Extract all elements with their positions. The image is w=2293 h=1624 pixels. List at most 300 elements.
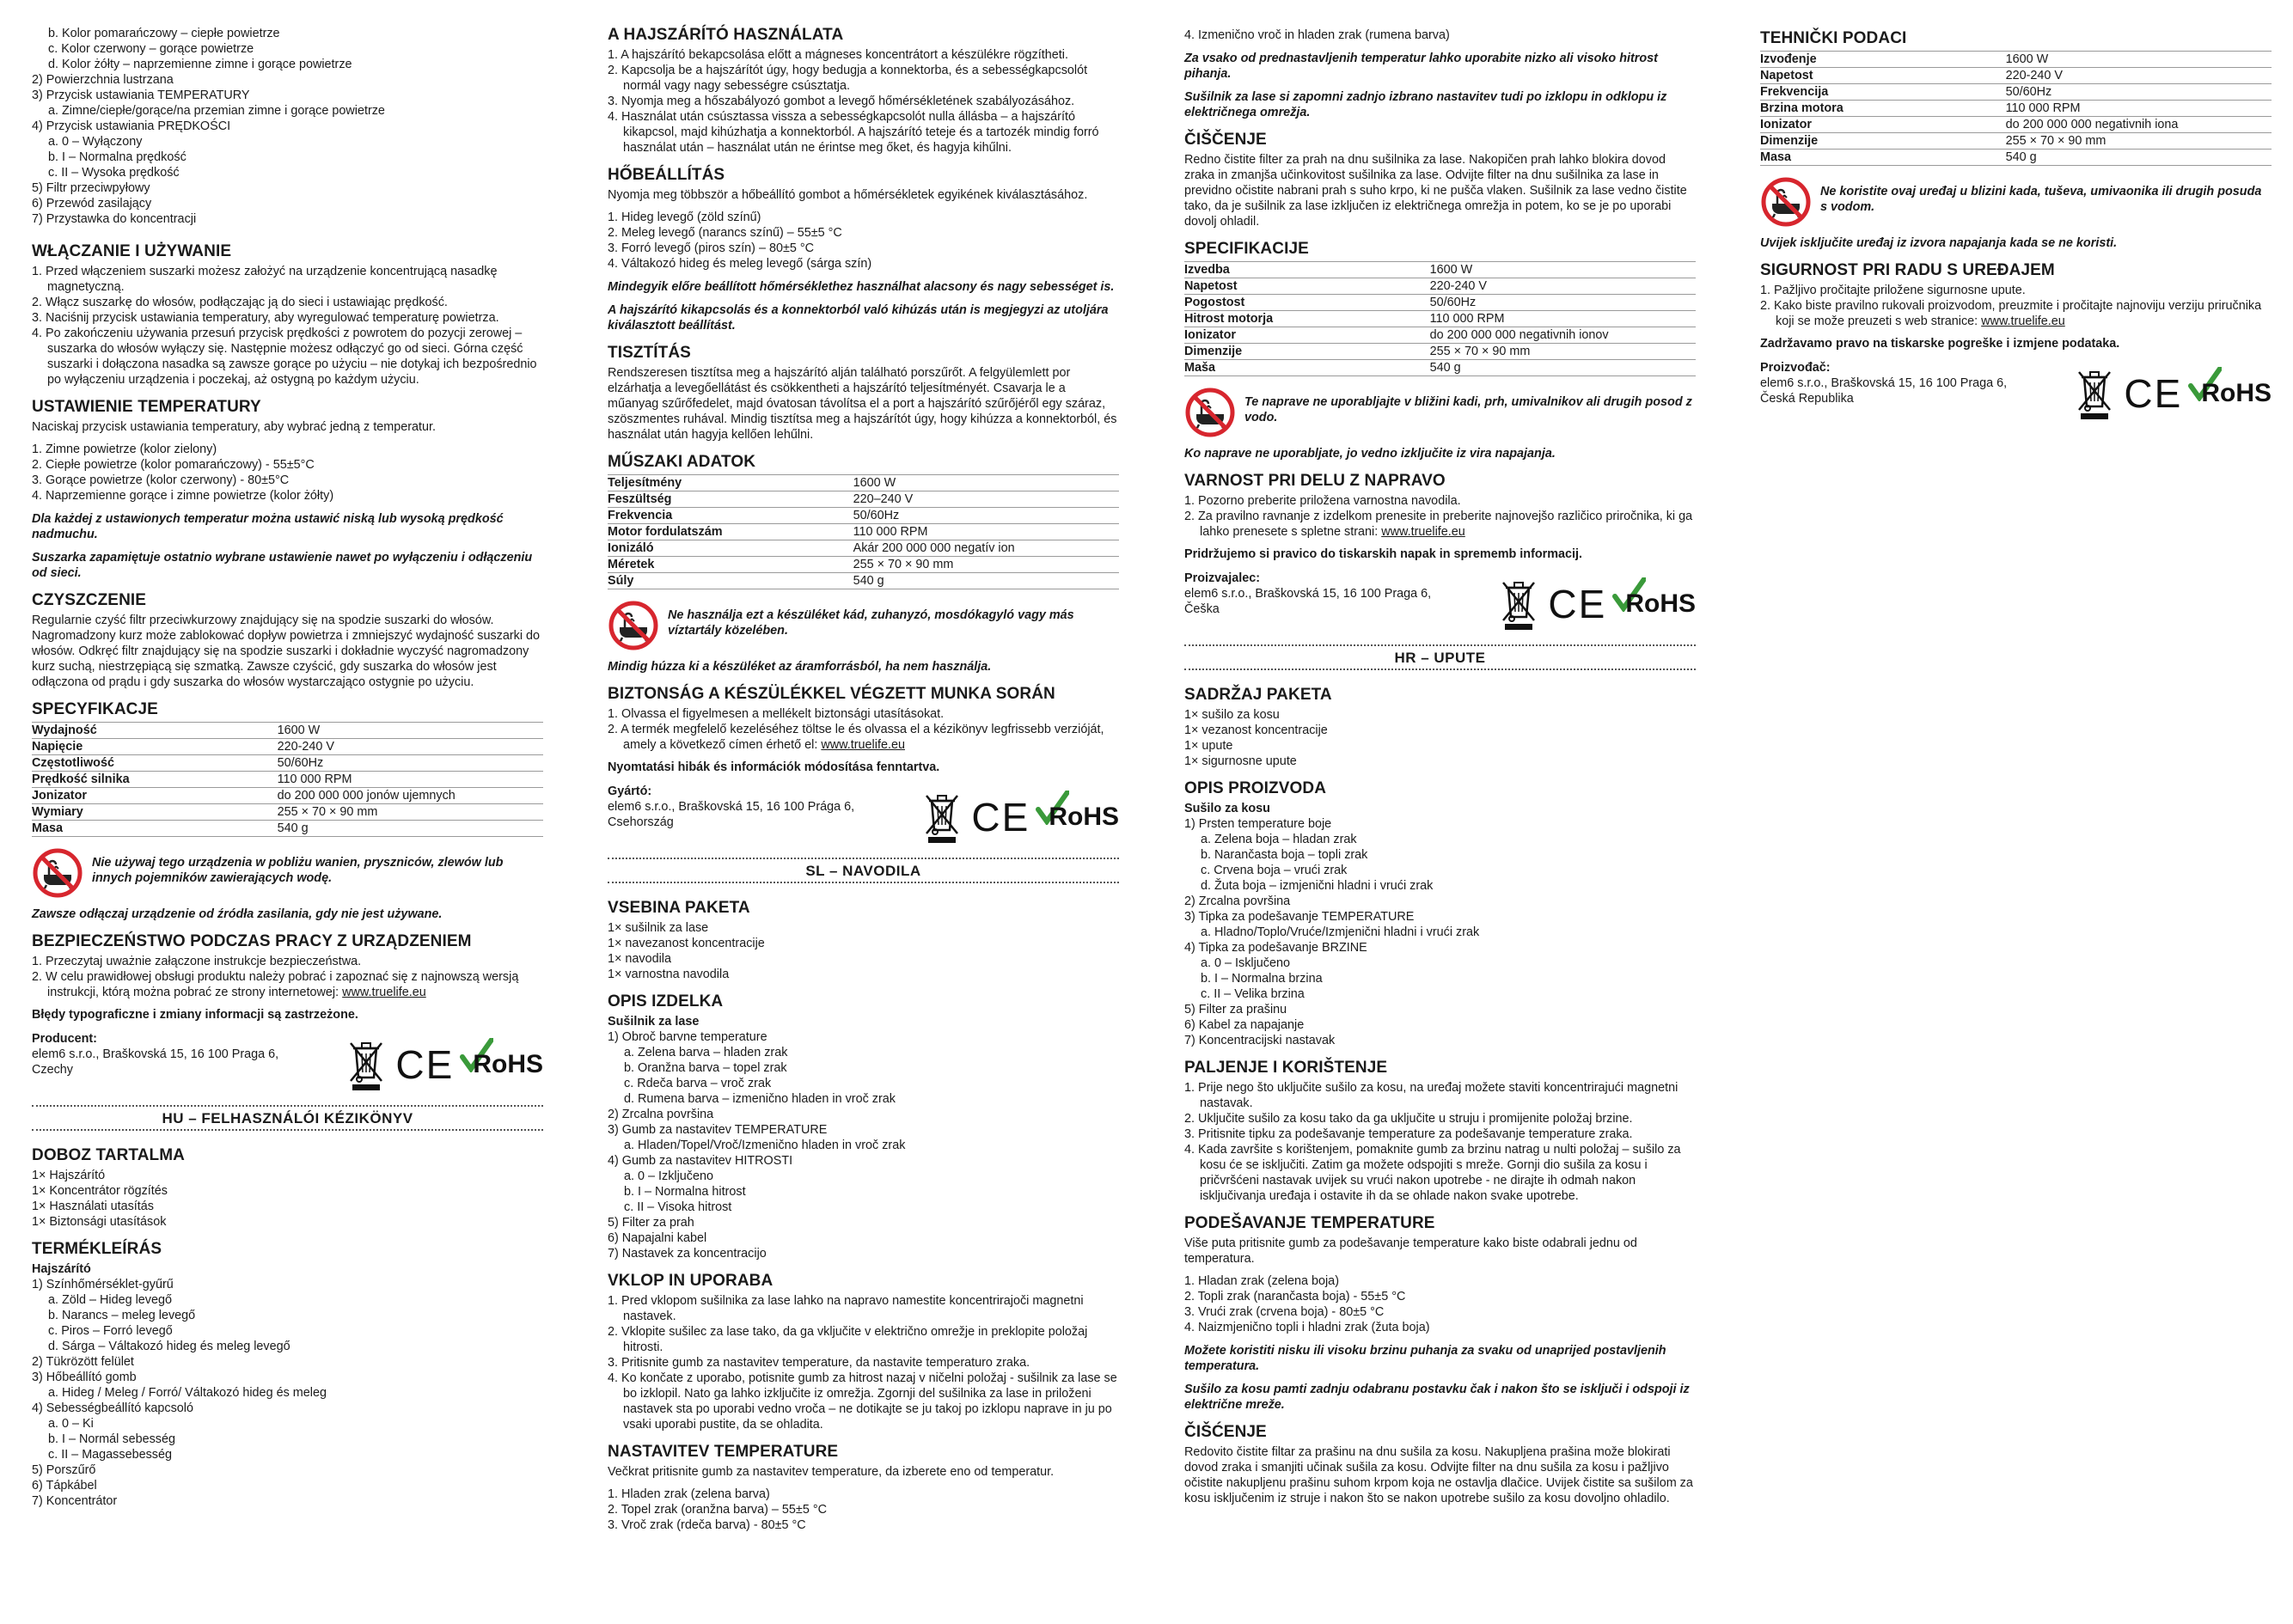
hu-desc-section [32,1240,543,1509]
hr-section-divider [1184,644,1696,670]
sl-use-steps [608,1293,1119,1432]
spec-value: 50/60Hz [1430,295,1696,311]
list-item: 3) Przycisk ustawiania TEMPERATURY [32,89,250,102]
spec-value: 110 000 RPM [278,772,543,788]
spec-value: 220–240 V [853,491,1119,508]
table-row [1184,262,1696,278]
rohs-mark [1040,803,1119,832]
hu-manufacturer-label: Gyártó: [608,785,652,798]
hr-temp-title: PODEŠAVANJE TEMPERATURE [1184,1214,1435,1232]
spec-key: Masa [32,821,278,837]
column-2 [608,26,1119,1543]
hu-clean-section [608,344,1119,443]
rohs-mark [1617,589,1696,619]
sl-safety-2-text: 2. Za pravilno ravnanje z izdelkom prenesite in preberite najnovejšo različico priročnika, ki ga lahko prenesete s spletne strani: [1184,510,1693,539]
hu-safety-1: 1. Olvassa el figyelmesen a mellékelt biztonsági utasításokat. [608,707,945,721]
table-row [1760,84,2272,101]
list-item: 6) Przewód zasilający [32,197,152,211]
ce-mark: CE [971,795,1030,839]
list-item: 1× varnostna navodila [608,968,730,981]
pl-description-list [32,26,543,227]
hr-website-link[interactable]: www.truelife.eu [1981,314,2065,328]
list-item: 7) Koncentracijski nastavak [1184,1034,1336,1047]
pl-temp-title: USTAWIENIE TEMPERATURY [32,398,261,416]
list-item: 3) Tipka za podešavanje TEMPERATURE [1184,910,1415,924]
spec-key: Brzina motora [1760,101,2006,117]
sl-temp-note-2: Sušilnik za lase si zapomni zadnjo izbrano nastavitev tudi po izklopu in odklopu iz električnega omrežja. [1184,90,1667,119]
hr-safety-title: SIGURNOST PRI RADU S UREĐAJEM [1760,261,2055,279]
list-item: c. II – Magassebesség [48,1448,172,1462]
hr-compliance-marks [2076,367,2272,420]
hr-use-section [1184,1059,1696,1204]
hu-use-title: A HAJSZÁRÍTÓ HASZNÁLATA [608,26,844,44]
hu-manufacturer-line-1: elem6 s.r.o., Braškovská 15, 16 100 Prága 6, [608,800,855,814]
hu-desc-subtitle: Hajszárító [32,1262,91,1276]
hr-warning-note: Uvijek isključite uređaj iz izvora napajanja kada se ne koristi. [1760,236,2118,250]
sl-safety-1: 1. Pozorno preberite priložena varnostna navodila. [1184,494,1461,508]
list-item: 1× navezanost koncentracije [608,937,765,950]
list-item: a. Hideg / Meleg / Forró/ Váltakozó hideg és meleg [48,1386,327,1400]
list-item: 1) Obroč barvne temperature [608,1030,767,1044]
column-4 [1760,29,2272,430]
spec-value: 220-240 V [278,739,543,755]
hu-desc-list [32,1277,543,1509]
ce-mark: CE [2124,371,2183,416]
table-row [1760,150,2272,166]
sl-manufacturer-line-1: elem6 s.r.o., Braškovská 15, 16 100 Praga 6, [1184,587,1432,601]
list-item: 4. Ko končate z uporabo, potisnite gumb za hitrost nazaj v ničelni položaj - sušilnik za lase se bo izklopil. Nato ga lahko izključite iz omrežja. Zgornji del sušilnika za lase in priloženi nastavek sta po uporabi vedno vroča – ne dotikajte se ju takoj po izklopu naprave in ju po vsaki uporabi pustite, da se ohladita. [608,1371,1117,1432]
list-item: a. 0 – Isključeno [1201,956,1290,970]
list-item: 2. Kapcsolja be a hajszárítót úgy, hogy bedugja a konnektorba, és a sebességkapcsolót normál vagy nagy sebességre csúsztatja. [608,64,1088,93]
sl-use-section [608,1272,1119,1432]
list-item: 4. Váltakozó hideg és meleg levegő (sárga szín) [608,257,872,271]
list-item: 1. Przed włączeniem suszarki możesz założyć na urządzenie koncentrującą nasadkę magnetyczną. [32,265,498,294]
table-row [1184,295,1696,311]
spec-key: Ionizáló [608,540,853,557]
pl-temp-section [32,398,543,581]
pl-safety-section [32,932,543,1091]
sl-temp-list-continued [1184,27,1696,43]
spec-key: Napetost [1760,68,2006,84]
hr-spec-section [1760,29,2272,251]
list-item: 1. Pred vklopom sušilnika za lase lahko na napravo namestite koncentrirajoči magnetni nastavek. [608,1294,1084,1323]
list-item: b. Oranžna barva – topel zrak [624,1061,787,1075]
list-item: 2. Vklopite sušilec za lase tako, da ga vključite v električno omrežje in preklopite položaj hitrosti. [608,1325,1088,1354]
spec-key: Súly [608,573,853,589]
spec-value: 540 g [278,821,543,837]
list-item: 3. Vrući zrak (crvena boja) - 80±5 °C [1184,1305,1385,1319]
hu-temp-intro: Nyomja meg többször a hőbeállító gombot a hőmérsékletek egyikének kiválasztásához. [608,188,1088,202]
list-item: 1. A hajszárító bekapcsolása előtt a mágneses koncentrátort a készülékre rögzítheti. [608,48,1068,62]
column-3 [1184,27,1696,1517]
spec-key: Dimenzije [1760,133,2006,150]
spec-key: Hitrost motorja [1184,311,1430,327]
spec-key: Izvedba [1184,262,1430,278]
no-bathtub-warning-icon [1184,387,1236,438]
sl-box-section [608,899,1119,982]
list-item: a. Zelena boja – hladan zrak [1201,833,1357,846]
list-item: a. Zöld – Hideg levegő [48,1293,172,1307]
spec-key: Napetost [1184,278,1430,295]
list-item: c. Piros – Forró levegő [48,1324,173,1338]
sl-spec-title: SPECIFIKACIJE [1184,240,1309,258]
weee-bin-icon [923,791,961,844]
hu-section-divider [32,1105,543,1131]
list-item: 1× sušilnik za lase [608,921,709,935]
hu-manufacturer-address [608,784,854,830]
hr-box-title: SADRŽAJ PAKETA [1184,686,1332,704]
spec-value: 50/60Hz [2006,84,2272,101]
spec-key: Pogostost [1184,295,1430,311]
list-item: 2) Powierzchnia lustrzana [32,73,174,87]
list-item: 3. Forró levegő (piros szín) – 80±5 °C [608,241,815,255]
hu-safety-title: BIZTONSÁG A KÉSZÜLÉKKEL VÉGZETT MUNKA SORÁN [608,685,1055,703]
spec-value: 1600 W [278,723,543,739]
spec-value: Akár 200 000 000 negatív ion [853,540,1119,557]
hr-manufacturer-line-1: elem6 s.r.o., Braškovská 15, 16 100 Praga 6, [1760,376,2008,390]
list-item: 2) Tükrözött felület [32,1355,134,1369]
table-row [608,540,1119,557]
hr-safety-section [1760,261,2272,420]
list-item: 4. Po zakończeniu używania przesuń przycisk prędkości z powrotem do pozycji zerowej – suszarka do włosów wyłączy się. Następnie możesz odłączyć go od sieci. Górna część suszarki i dołączona nasadka są zawsze gorące po użyciu – nie dotykaj ich bezpośrednio po wyłączeniu urządzenia i poczekaj, aż ostygną po każdym użyciu. [32,327,537,387]
sl-manufacturer-line-2: Češka [1184,602,1220,616]
list-item: b. Narančasta boja – topli zrak [1201,848,1368,862]
pl-manufacturer-line-2: Czechy [32,1063,73,1077]
pl-temp-list [32,442,543,504]
spec-value: 255 × 70 × 90 mm [2006,133,2272,150]
list-item: 2. Meleg levegő (narancs színű) – 55±5 °C [608,226,842,240]
hr-desc-section [1184,779,1696,1048]
hr-errors-note: Zadržavamo pravo na tiskarske pogreške i izmjene podataka. [1760,337,2120,351]
spec-value: 110 000 RPM [1430,311,1696,327]
sl-website-link[interactable]: www.truelife.eu [1381,525,1465,539]
table-row [1184,327,1696,344]
sl-warning-note: Ko naprave ne uporabljate, jo vedno izključite iz vira napajanja. [1184,447,1556,461]
list-item: 1× upute [1184,739,1233,753]
spec-value: 50/60Hz [853,508,1119,524]
spec-key: Masa [1760,150,2006,166]
list-item: 5) Porszűrő [32,1463,96,1477]
spec-key: Napięcie [32,739,278,755]
pl-clean-title: CZYSZCZENIE [32,591,147,609]
hu-safety-2-text: 2. A termék megfelelő kezeléséhez töltse le és olvassa el a kézikönyv legfrissebb verzióját, amely a következő címen érhető el: [608,723,1104,752]
list-item: 2. Włącz suszarkę do włosów, podłączając ją do sieci i ustawiając prędkość. [32,296,448,309]
list-item: 1. Zimne powietrze (kolor zielony) [32,443,217,456]
list-item: 7) Koncentrátor [32,1494,118,1508]
rohs-text: RoHS [473,1050,543,1078]
hu-compliance-marks [923,791,1119,844]
hu-desc-title: TERMÉKLEÍRÁS [32,1240,162,1258]
sl-compliance-marks [1500,577,1696,631]
hu-box-section [32,1146,543,1230]
hr-temp-note-2: Sušilo za kosu pamti zadnju odabranu postavku čak i nakon što se isključi i odspoji iz električne mreže. [1184,1383,1690,1412]
sl-clean-title: ČIŠČENJE [1184,131,1267,149]
list-item: a. 0 – Izključeno [624,1169,713,1183]
spec-value: 540 g [853,573,1119,589]
pl-safety-title: BEZPIECZEŃSTWO PODCZAS PRACY Z URZĄDZENIEM [32,932,472,950]
pl-temp-note-1: Dla każdej z ustawionych temperatur można ustawić niską lub wysoką prędkość nadmuchu. [32,512,504,541]
table-row [32,772,543,788]
weee-bin-icon [347,1038,385,1091]
sl-water-warning [1184,387,1696,438]
list-item: a. 0 – Wyłączony [48,135,143,149]
sl-temp-note-1: Za vsako od prednastavljenih temperatur lahko uporabite nizko ali visoko hitrost pihanja. [1184,52,1658,81]
hu-box-title: DOBOZ TARTALMA [32,1146,185,1164]
spec-value: 110 000 RPM [2006,101,2272,117]
hr-temp-list [1184,1273,1696,1335]
hr-manufacturer-label: Proizvođač: [1760,361,1831,375]
pl-description-continued [32,26,543,227]
table-row [1184,311,1696,327]
rohs-mark [2192,379,2272,408]
spec-key: Méretek [608,557,853,573]
spec-value: 110 000 RPM [853,524,1119,540]
table-row [32,723,543,739]
sl-desc-list [608,1029,1119,1261]
hu-temp-section [608,166,1119,333]
list-item: d. Rumena barva – izmenično hladen in vroč zrak [624,1092,896,1106]
ce-mark: CE [1548,582,1607,626]
pl-warning-note: Zawsze odłączaj urządzenie od źródła zasilania, gdy nie jest używane. [32,907,443,921]
hu-manufacturer [608,784,1119,844]
table-row [1184,360,1696,376]
spec-value: 1600 W [853,475,1119,491]
list-item: 4. Kada završite s korištenjem, pomaknite gumb za brzinu natrag u nulti položaj – sušilo za kosu će se isključiti. Zatim ga možete odspojiti s mreže. Gornji dio sušila za kosu i pričvršćeni nastavak uvijek su vrući nakon upotrebe - ne dirajte ih odmah nakon isključivanja uređaja i ostavite ih da se ohlade nakon svake upotrebe. [1184,1143,1681,1203]
list-item: a. Hladno/Toplo/Vruće/Izmjenični hladni i vrući zrak [1201,925,1480,939]
pl-spec-table [32,722,543,837]
spec-key: Jonizator [32,788,278,804]
list-item: c. Kolor czerwony – gorące powietrze [48,42,254,56]
list-item: 3. Vroč zrak (rdeča barva) - 80±5 °C [608,1518,806,1532]
list-item: 1× sigurnosne upute [1184,754,1297,768]
hr-clean-section [1184,1423,1696,1506]
sl-manufacturer [1184,571,1696,631]
list-item: 3. Pritisnite tipku za podešavanje temperature za podešavanje temperature zraka. [1184,1127,1633,1141]
list-item: 1× vezanost koncentracije [1184,723,1328,737]
pl-temp-intro: Naciskaj przycisk ustawiania temperatury, aby wybrać jedną z temperatur. [32,420,437,434]
spec-value: 50/60Hz [278,755,543,772]
spec-value: 1600 W [2006,52,2272,68]
hr-water-warning [1760,176,2272,228]
hr-desc-subtitle: Sušilo za kosu [1184,802,1270,815]
list-item: d. Žuta boja – izmjenični hladni i vrući zrak [1201,879,1434,893]
spec-key: Maša [1184,360,1430,376]
spec-key: Izvođenje [1760,52,2006,68]
sl-desc-subtitle: Sušilnik za lase [608,1015,700,1029]
hr-box-list [1184,707,1696,769]
list-item: 7) Nastavek za koncentracijo [608,1247,767,1261]
sl-temp-list [608,1487,1119,1533]
list-item: 5) Filter za prašinu [1184,1003,1287,1017]
list-item: 1) Prsten temperature boje [1184,817,1332,831]
hr-temp-section [1184,1214,1696,1413]
hr-safety-2 [1760,298,2272,329]
spec-value: 255 × 70 × 90 mm [1430,344,1696,360]
spec-key: Motor fordulatszám [608,524,853,540]
pl-water-warning [32,847,543,899]
pl-manufacturer-label: Producent: [32,1032,97,1046]
hr-clean-text: Redovito čistite filtar za prašinu na dnu sušila za kosu. Nakupljena prašina može blokirati dovod zraka i smanjiti učinak sušila za kosu. Odvijte filter na dnu sušila za kosu i pažljivo očistite nakupljenu prašinu suhom krpom koja ne ostavlja dlačice. Uvijek čistite sa sušilom za kosu isključenim iz struje i nakon što se nakon upotrebe sušilo za kosu dovoljno ohladilo. [1184,1445,1693,1505]
list-item: c. II – Wysoka prędkość [48,166,180,180]
list-item: 4. Naprzemienne gorące i zimne powietrze (kolor żółty) [32,489,334,503]
pl-website-link[interactable]: www.truelife.eu [342,986,426,999]
sl-temp-intro: Večkrat pritisnite gumb za nastavitev temperature, da izberete eno od temperatur. [608,1465,1055,1479]
hu-water-warning [608,600,1119,651]
hu-manufacturer-line-2: Csehország [608,815,674,829]
hr-clean-title: ČIŠĆENJE [1184,1423,1267,1441]
table-row [608,573,1119,589]
hu-website-link[interactable]: www.truelife.eu [821,738,905,752]
spec-key: Frekvencia [608,508,853,524]
list-item: b. I – Normalna prędkość [48,150,186,164]
pl-safety-2-text: 2. W celu prawidłowej obsługi produktu należy pobrać i zapoznać się z najnowszą wersją instrukcji, którą można pobrać ze strony internetowej: [32,970,519,999]
table-row [608,508,1119,524]
table-row [32,804,543,821]
sl-clean-text: Redno čistite filter za prah na dnu sušilnika za lase. Nakopičen prah lahko blokira dovod zraka in zmanjša učinkovitost sušilnika za lase. Odvijte filter na dnu sušilnika za lase in previdno očistite nabrani prah s suho krpo, ki ne pušča vlaken. Sušilnik za lase vedno čistite tako, da je sušilnik za lase izključen iz električnega omrežja in potem, ko se je po uporabi dovolj ohladil. [1184,153,1687,229]
list-item: 1) Színhőmérséklet-gyűrű [32,1278,174,1291]
list-item: 5) Filtr przeciwpyłowy [32,181,150,195]
no-bathtub-warning-icon [1760,176,1812,228]
table-row [608,491,1119,508]
hr-spec-title: TEHNIČKI PODACI [1760,29,1907,47]
list-item: 6) Tápkábel [32,1479,97,1493]
hu-clean-title: TISZTÍTÁS [608,344,691,362]
sl-safety-2 [1184,509,1696,540]
hu-warning-text: Ne használja ezt a készüléket kád, zuhanyzó, mosdókagyló vagy más víztartály közelében. [668,608,1074,638]
spec-value: do 200 000 000 jonów ujemnych [278,788,543,804]
hu-errors-note: Nyomtatási hibák és információk módosítása fenntartva. [608,760,940,774]
sl-use-title: VKLOP IN UPORABA [608,1272,774,1290]
list-item: 5) Filter za prah [608,1216,694,1230]
sl-box-title: VSEBINA PAKETA [608,899,750,917]
hr-use-steps [1184,1080,1696,1204]
list-item: 4) Tipka za podešavanje BRZINE [1184,941,1367,955]
column-1 [32,26,543,1519]
pl-errors-note: Błędy typograficzne i zmiany informacji są zastrzeżone. [32,1008,358,1022]
pl-temp-note-2: Suszarka zapamiętuje ostatnio wybrane ustawienie nawet po wyłączeniu i odłączeniu od sieci. [32,551,533,580]
sl-box-list [608,920,1119,982]
hu-use-steps [608,47,1119,156]
hu-temp-list [608,210,1119,272]
pl-compliance-marks [347,1038,543,1091]
list-item: 1. Hladen zrak (zelena barva) [608,1487,770,1501]
sl-clean-section [1184,131,1696,229]
pl-clean-section [32,591,543,690]
hr-use-title: PALJENJE I KORIŠTENJE [1184,1059,1388,1077]
spec-value: 220-240 V [2006,68,2272,84]
sl-section-divider [608,858,1119,883]
no-bathtub-warning-icon [608,600,659,651]
hu-temp-note-1: Mindegyik előre beállított hőmérséklethez használhat alacsony és nagy sebességet is. [608,280,1115,294]
list-item: b. Narancs – meleg levegő [48,1309,196,1322]
hu-spec-table [608,474,1119,589]
spec-value: 1600 W [1430,262,1696,278]
pl-spec-section [32,700,543,922]
list-item: 3) Hőbeállító gomb [32,1371,137,1384]
list-item: 6) Napajalni kabel [608,1231,707,1245]
pl-safety-1: 1. Przeczytaj uważnie załączone instrukcje bezpieczeństwa. [32,955,362,968]
hu-warning-note: Mindig húzza ki a készüléket az áramforrásból, ha nem használja. [608,660,992,674]
list-item: 3. Pritisnite gumb za nastavitev temperature, da nastavite temperaturo zraka. [608,1356,1030,1370]
list-item: 3. Gorące powietrze (kolor czerwony) - 80±5°C [32,473,290,487]
table-row [32,755,543,772]
spec-value: do 200 000 000 negativnih iona [2006,117,2272,133]
list-item: 4) Gumb za nastavitev HITROSTI [608,1154,793,1168]
list-item: b. I – Normál sebesség [48,1432,175,1446]
rohs-text: RoHS [2201,379,2272,407]
sl-errors-note: Pridržujemo si pravico do tiskarskih napak in sprememb informacij. [1184,547,1583,561]
list-item: b. I – Normalna brzina [1201,972,1323,986]
pl-safety-2 [32,969,543,1000]
sl-safety-title: VARNOST PRI DELU Z NAPRAVO [1184,472,1446,490]
table-row [608,557,1119,573]
spec-key: Teljesítmény [608,475,853,491]
table-row [1760,68,2272,84]
hr-manufacturer-line-2: Česká Republika [1760,392,1854,406]
list-item: c. II – Velika brzina [1201,987,1305,1001]
list-item: b. I – Normalna hitrost [624,1185,746,1199]
sl-manufacturer-address [1184,571,1431,617]
list-item: d. Kolor żółty – naprzemienne zimne i gorące powietrze [48,58,352,71]
sl-manufacturer-label: Proizvajalec: [1184,571,1260,585]
spec-key: Wydajność [32,723,278,739]
list-item: 4. Használat után csúsztassa vissza a sebességkapcsolót nulla állásba – a hajszárító kikapcsol, majd kihúzhatja a konnektorból. A hajszárító teteje és a tartozék mindig forró használat után – használat után ne érintse meg őket, és hagyja kihűlni. [608,110,1099,155]
spec-key: Frekvencija [1760,84,2006,101]
spec-key: Częstotliwość [32,755,278,772]
list-item: 4. Naizmjenično topli i hladni zrak (žuta boja) [1184,1321,1430,1334]
sl-spec-table [1184,261,1696,376]
list-item: a. Zimne/ciepłe/gorące/na przemian zimne i gorące powietrze [48,104,385,118]
table-row [32,821,543,837]
hr-box-section [1184,686,1696,769]
sl-temp-section [608,1443,1119,1533]
spec-key: Ionizator [1184,327,1430,344]
pl-clean-text: Regularnie czyść filtr przeciwkurzowy znajdujący się na spodzie suszarki do włosów. Nagromadzony kurz może zablokować dopływ powietrza i zmniejszyć wydajność suszarki do włosów. Odkręć filtr znajdujący się na spodzie suszarki i dokładnie wyczyść nagromadzony kurz suchą, niestrzępiącą się szmatką. Zawsze czyścić, gdy suszarka do włosów jest odłączona od prądu i gdy suszarka do włosów wystarczająco ostygnie po użyciu. [32,614,541,689]
table-row [1760,101,2272,117]
list-item: 1× Biztonsági utasítások [32,1215,167,1229]
pl-manufacturer-line-1: elem6 s.r.o., Braškovská 15, 16 100 Praga 6, [32,1047,279,1061]
table-row [1184,344,1696,360]
weee-bin-icon [2076,367,2113,420]
spec-value: do 200 000 000 negativnih ionov [1430,327,1696,344]
hu-spec-section [608,453,1119,675]
no-bathtub-warning-icon [32,847,83,899]
list-item: 3) Gumb za nastavitev TEMPERATURE [608,1123,828,1137]
list-item: 3. Nyomja meg a hőszabályozó gombot a levegő hőmérsékletének szabályozásához. [608,95,1075,108]
list-item: 2) Zrcalna površina [1184,894,1291,908]
list-item: 1. Hideg levegő (zöld színű) [608,211,761,224]
hr-spec-table [1760,51,2272,166]
list-item: 7) Przystawka do koncentracji [32,212,197,226]
list-item: 2. Topli zrak (narančasta boja) - 55±5 °C [1184,1290,1406,1303]
table-row [1760,52,2272,68]
list-item: 2) Zrcalna površina [608,1108,714,1121]
list-item: 3. Naciśnij przycisk ustawiania temperatury, aby wyregulować temperaturę powietrza. [32,311,499,325]
list-item: 1× Hajszárító [32,1169,106,1182]
hr-temp-intro: Više puta pritisnite gumb za podešavanje temperature kako biste odabrali jednu od temperatura. [1184,1236,1637,1266]
list-item: a. 0 – Ki [48,1417,94,1431]
list-item: 2. Ciepłe powietrze (kolor pomarańczowy) - 55±5°C [32,458,315,472]
list-item: 1. Hladan zrak (zelena boja) [1184,1274,1339,1288]
hu-safety-section [608,685,1119,844]
hr-temp-note-1: Možete koristiti nisku ili visoku brzinu puhanja za svaku od unaprijed postavljenih temperatura. [1184,1344,1666,1373]
list-item: c. II – Visoka hitrost [624,1200,732,1214]
pl-use-title: WŁĄCZANIE I UŻYWANIE [32,242,232,260]
table-row [608,524,1119,540]
spec-key: Prędkość silnika [32,772,278,788]
sl-warning-text: Te naprave ne uporabljajte v bližini kadi, prh, umivalnikov ali drugih posod z vodo. [1244,395,1692,424]
list-item: 1× sušilo za kosu [1184,708,1280,722]
